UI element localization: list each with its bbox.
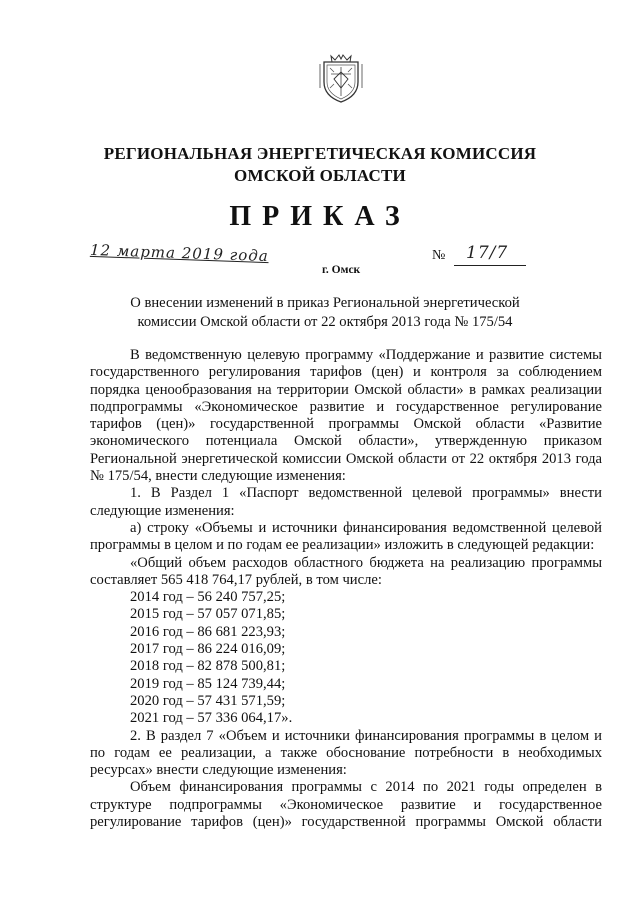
year-amount-2018: 2018 год – 82 878 500,81; [130,658,286,675]
organization-name-line2: ОМСКОЙ ОБЛАСТИ [234,166,406,185]
paragraph-intro: В ведомственную целевую программу «Поддержание и развитие системы государственного регулирования тарифов (цен) и контроля за соблюдением порядка ценообразования на территории Омской области» в рамках реализации подпрограммы «Экономическое развитие и государственное регулирование тарифов (цен)» государственной программы Омской области «Развитие экономического потенциала Омской области», утвержденную приказом Региональной энергетической комиссии Омской области от 22 октября 2013 года № 175/54, внести следующие изменения: [90,347,602,485]
order-number-label: № [432,248,446,263]
order-date-handwritten: 12 марта 2019 года [89,240,270,266]
order-number-underline [454,265,526,266]
paragraph-item-2: 2. В раздел 7 «Объем и источники финансирования программы в целом и по годам ее реализации, а также обоснование потребности в необходимых ресурсах» внести следующие изменения: [90,727,602,779]
year-amount-2019: 2019 год – 85 124 739,44; [130,675,286,692]
paragraph-item-1a: а) строку «Объемы и источники финансирования ведомственной целевой программы в целом и по годам ее реализации» изложить в следующей редакции: [90,519,602,554]
year-amount-2014: 2014 год – 56 240 757,25; [130,589,286,606]
coat-of-arms-icon [318,52,364,104]
document-body [90,347,602,831]
organization-name-line1: РЕГИОНАЛЬНАЯ ЭНЕРГЕТИЧЕСКАЯ КОМИССИЯ [103,144,537,163]
year-amount-2021: 2021 год – 57 336 064,17». [130,710,293,727]
year-amount-2015: 2015 год – 57 057 071,85; [130,606,286,623]
order-subject: О внесении изменений в приказ Региональной энергетической комиссии Омской области от 22 октября 2013 года № 175/54 [130,295,520,330]
year-amount-2020: 2020 год – 57 431 571,59; [130,692,286,709]
year-amount-2016: 2016 год – 86 681 223,93; [130,623,286,640]
paragraph-total-volume: «Общий объем расходов областного бюджета на реализацию программы составляет 565 418 764,17 рублей, в том числе: [90,554,602,588]
paragraph-item-1: 1. В Раздел 1 «Паспорт ведомственной целевой программы» внести следующие изменения: [90,485,602,519]
year-amount-2017: 2017 год – 86 224 016,09; [130,641,286,658]
order-number-handwritten: 17/7 [466,243,509,263]
paragraph-financing: Объем финансирования программы с 2014 по 2021 годы определен в структуре подпрограммы «Экономическое развитие и государственное регулирование тарифов (цен)» государственной программы Омской области [90,779,602,831]
document-title: ПРИКАЗ [229,201,411,232]
city-label: г. Омск [322,264,361,276]
